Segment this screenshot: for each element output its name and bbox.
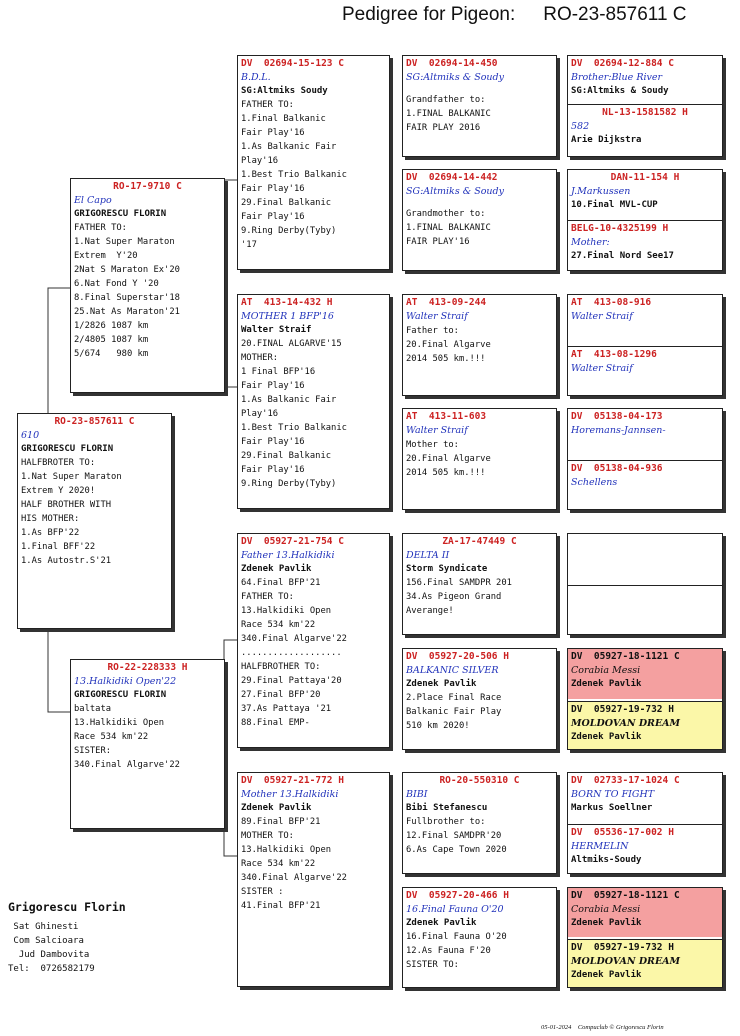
description-line: SISTER TO: — [406, 960, 459, 970]
description-line: Fair Play'16 — [241, 465, 305, 475]
owner-name: Zdenek Pavlik — [406, 679, 477, 689]
description-line: FAIR PLAY 2016 — [406, 123, 481, 133]
connector-gen2-father — [224, 180, 237, 387]
description-line: 1.Final BFF'22 — [21, 542, 96, 552]
ring-number: DV 02694-15-123 C — [241, 58, 344, 69]
description-line: 2Nat S Maraton Ex'20 — [74, 265, 180, 275]
pigeon-name: SG:Altmiks & Soudy — [406, 72, 504, 83]
description-line: MOTHER: — [241, 353, 279, 363]
description-line: 156.Final SAMDPR 201 — [406, 578, 512, 588]
owner-name: Zdenek Pavlik — [406, 918, 477, 928]
father-card[interactable] — [70, 178, 225, 393]
pigeon-name: MOLDOVAN DREAM — [571, 956, 681, 967]
description-line: 20.FINAL ALGARVE'15 — [241, 339, 342, 349]
gen3-card-fmf[interactable] — [402, 294, 557, 396]
footer-credit: 05-01-2024 Compuclub © Grigorescu Florin — [541, 1024, 664, 1031]
pigeon-name: 582 — [571, 121, 590, 132]
description-line: 1/2826 1087 km — [74, 321, 149, 331]
pigeon-name: J.Markussen — [571, 186, 631, 197]
ring-number: RO-17-9710 C — [113, 181, 182, 192]
description-line: Balkanic Fair Play — [406, 707, 502, 717]
description-line: ................... — [241, 648, 342, 658]
subject-card[interactable] — [17, 413, 172, 629]
ring-number: RO-23-857611 C — [54, 416, 135, 427]
owner-name: Zdenek Pavlik — [571, 970, 642, 980]
gen3-card-fff[interactable] — [402, 55, 557, 157]
description-line: Fair Play'16 — [241, 184, 305, 194]
ring-number: AT 413-09-244 — [406, 297, 487, 308]
description-line: 64.Final BFP'21 — [241, 578, 321, 588]
description-line: HALFBROTER TO: — [21, 458, 96, 468]
description-line: Race 534 km'22 — [241, 859, 316, 869]
description-line: 8.Final Superstar'18 — [74, 293, 180, 303]
ring-number: DAN-11-154 H — [610, 172, 680, 183]
owner-name: Storm Syndicate — [406, 564, 488, 574]
gen3-card-fmm[interactable] — [402, 408, 557, 510]
description-line: 340.Final Algarve'22 — [74, 760, 180, 770]
pigeon-name: Horemans-Jannsen- — [571, 425, 666, 436]
description-line: 88.Final EMP- — [241, 718, 310, 728]
owner-name: 27.Final Nord See17 — [571, 251, 674, 261]
description-line: 340.Final Algarve'22 — [241, 634, 347, 644]
ring-number: DV 05927-21-754 C — [241, 536, 344, 547]
description-line: Extrem Y 2020! — [21, 486, 96, 496]
ring-number: DV 05927-18-1121 C — [571, 890, 680, 901]
pigeon-name: B.D.L. — [241, 72, 271, 83]
description-line: 29.Final Balkanic — [241, 451, 332, 461]
description-line: Fair Play'16 — [241, 212, 305, 222]
gen4-cell-empty — [568, 534, 722, 583]
ring-number: DV 02694-12-884 C — [571, 58, 674, 69]
pigeon-name: DELTA II — [406, 550, 450, 561]
description-line: Play'16 — [241, 156, 279, 166]
gen4-pair-2[interactable] — [567, 169, 723, 271]
title-label: Pedigree for Pigeon: — [342, 4, 516, 25]
pigeon-name: Walter Straif — [406, 425, 468, 436]
pigeon-name: Father 13.Halkidiki — [241, 550, 335, 561]
description-line: 13.Halkidiki Open — [241, 606, 332, 616]
description-line: 1.As BFP'22 — [21, 528, 80, 538]
gen3-card-mff[interactable] — [402, 533, 557, 635]
title-ring: RO-23-857611 C — [543, 4, 687, 25]
ring-number: AT 413-14-432 H — [241, 297, 333, 308]
description-line: FATHER TO: — [74, 223, 127, 233]
description-line: 37.As Pattaya '21 — [241, 704, 332, 714]
description-line: 12.As Fauna F'20 — [406, 946, 491, 956]
description-line: Mother to: — [406, 440, 459, 450]
description-line: 340.Final Algarve'22 — [241, 873, 347, 883]
gen4-pair-4[interactable] — [567, 408, 723, 510]
description-line: 20.Final Algarve — [406, 340, 491, 350]
description-line: 1.Best Trio Balkanic — [241, 170, 347, 180]
gen4-cell — [568, 295, 722, 344]
gen4-cell — [568, 888, 722, 937]
pigeon-name: Mother 13.Halkidiki — [241, 789, 339, 800]
pigeon-name: Walter Straif — [571, 363, 633, 374]
owner-name: Zdenek Pavlik — [571, 918, 642, 928]
description-line: 9.Ring Derby(Tyby) — [241, 479, 337, 489]
owner-name: Zdenek Pavlik — [571, 732, 642, 742]
gen4-cell — [568, 346, 722, 396]
owner-name: GRIGORESCU FLORIN — [74, 209, 167, 219]
gen4-pair-7[interactable] — [567, 772, 723, 874]
mother-card[interactable] — [70, 659, 225, 829]
description-line: Grandfather to: — [406, 95, 486, 105]
breeder-name: Grigorescu Florin — [8, 900, 126, 914]
description-line: HALFBROTHER TO: — [241, 662, 321, 672]
description-line: 34.As Pigeon Grand — [406, 592, 502, 602]
ring-number: ZA-17-47449 C — [442, 536, 517, 547]
ring-number: DV 02694-14-450 — [406, 58, 498, 69]
gen4-pair-1[interactable] — [567, 55, 723, 157]
owner-name: GRIGORESCU FLORIN — [21, 444, 114, 454]
ring-number: BELG-10-4325199 H — [571, 223, 669, 234]
description-line: baltata — [74, 704, 112, 714]
description-line: Fair Play'16 — [241, 437, 305, 447]
ring-number: NL-13-1581582 H — [602, 107, 688, 118]
pigeon-name: Schellens — [571, 477, 618, 488]
description-line: 27.Final BFP'20 — [241, 690, 321, 700]
ring-number: DV 05536-17-002 H — [571, 827, 674, 838]
pigeon-name: El Capo — [74, 195, 112, 206]
ring-number: DV 05927-19-732 H — [571, 942, 674, 953]
owner-name: Bibi Stefanescu — [406, 803, 488, 813]
owner-name: GRIGORESCU FLORIN — [74, 690, 167, 700]
pigeon-name: BORN TO FIGHT — [571, 789, 655, 800]
description-line: Fullbrother to: — [406, 817, 486, 827]
ring-number: DV 05138-04-936 — [571, 463, 663, 474]
maternal-grandmother-card[interactable] — [237, 772, 390, 987]
description-line: 1.FINAL BALKANIC — [406, 109, 491, 119]
gen4-cell-empty — [568, 585, 722, 635]
pigeon-name: HERMELIN — [571, 841, 629, 852]
breeder-phone: Tel: 0726582179 — [8, 964, 95, 974]
description-line: 12.Final SAMDPR'20 — [406, 831, 502, 841]
description-line: Fair Play'16 — [241, 381, 305, 391]
connector-gen2-mother — [224, 640, 237, 856]
description-line: 13.Halkidiki Open — [241, 845, 332, 855]
description-line: 9.Ring Derby(Tyby) — [241, 226, 337, 236]
owner-name: Zdenek Pavlik — [241, 803, 312, 813]
gen4-cell — [568, 939, 722, 988]
gen4-cell — [568, 104, 722, 157]
description-line: 13.Halkidiki Open — [74, 718, 165, 728]
description-line: Race 534 km'22 — [241, 620, 316, 630]
description-line: HIS MOTHER: — [21, 514, 80, 524]
description-line: 89.Final BFP'21 — [241, 817, 321, 827]
pigeon-name: 610 — [21, 430, 40, 441]
description-line: 1 Final BFP'16 — [241, 367, 316, 377]
gen4-pair-5-empty[interactable] — [567, 533, 723, 635]
description-line: 1.As Balkanic Fair — [241, 395, 337, 405]
pigeon-name: SG:Altmiks & Soudy — [406, 186, 504, 197]
ring-number: DV 05927-20-466 H — [406, 890, 509, 901]
gen4-cell — [568, 701, 722, 750]
gen4-pair-6[interactable] — [567, 648, 723, 750]
description-line: Grandmother to: — [406, 209, 486, 219]
description-line: 6.As Cape Town 2020 — [406, 845, 507, 855]
description-line: 29.Final Pattaya'20 — [241, 676, 342, 686]
ring-number: DV 05927-19-732 H — [571, 704, 674, 715]
pigeon-name: Corabia Messi — [571, 904, 641, 915]
paternal-grandmother-card[interactable] — [237, 294, 390, 509]
description-line: SISTER: — [74, 746, 112, 756]
description-line: 5/674 980 km — [74, 349, 149, 359]
gen4-cell — [568, 170, 722, 218]
description-line: 20.Final Algarve — [406, 454, 491, 464]
gen4-cell — [568, 824, 722, 874]
ring-number: DV 02694-14-442 — [406, 172, 498, 183]
ring-number: DV 05927-18-1121 C — [571, 651, 680, 662]
description-line: 2.Place Final Race — [406, 693, 502, 703]
description-line: 1.FINAL BALKANIC — [406, 223, 491, 233]
owner-name: Markus Soellner — [571, 803, 653, 813]
breeder-info — [8, 900, 126, 976]
description-line: FAIR PLAY'16 — [406, 237, 470, 247]
owner-name: Zdenek Pavlik — [571, 679, 642, 689]
gen3-card-mfm[interactable] — [402, 648, 557, 750]
description-line: 2014 505 km.!!! — [406, 354, 486, 364]
description-line: 16.Final Fauna O'20 — [406, 932, 507, 942]
gen4-pair-8[interactable] — [567, 887, 723, 988]
description-line: 1.Nat Super Maraton — [21, 472, 122, 482]
pigeon-name: Corabia Messi — [571, 665, 641, 676]
description-line: 2/4805 1087 km — [74, 335, 149, 345]
owner-name: Walter Straif — [241, 325, 312, 335]
description-line: Averange! — [406, 606, 454, 616]
breeder-address-line: Com Salcioara — [8, 936, 84, 946]
pigeon-name: Walter Straif — [571, 311, 633, 322]
pigeon-name: MOTHER 1 BFP'16 — [241, 311, 334, 322]
ring-number: RO-22-228333 H — [107, 662, 188, 673]
owner-name: SG:Altmiks & Soudy — [571, 86, 669, 96]
description-line: 29.Final Balkanic — [241, 198, 332, 208]
gen3-card-ffm[interactable] — [402, 169, 557, 271]
ring-number: AT 413-11-603 — [406, 411, 487, 422]
owner-name: SG:Altmiks Soudy — [241, 86, 328, 96]
ring-number: AT 413-08-916 — [571, 297, 652, 308]
description-line: Play'16 — [241, 409, 279, 419]
description-line: SISTER : — [241, 887, 284, 897]
description-line: MOTHER TO: — [241, 831, 294, 841]
description-line: 2014 505 km.!!! — [406, 468, 486, 478]
gen4-cell — [568, 773, 722, 822]
ring-number: DV 05927-20-506 H — [406, 651, 509, 662]
description-line: 1.Final Balkanic — [241, 114, 326, 124]
gen3-card-mmf[interactable] — [402, 772, 557, 874]
description-line: Race 534 km'22 — [74, 732, 149, 742]
pigeon-name: BALKANIC SILVER — [406, 665, 499, 676]
gen4-cell — [568, 409, 722, 458]
owner-name: Altmiks-Soudy — [571, 855, 642, 865]
description-line: 1.Nat Super Maraton — [74, 237, 175, 247]
description-line: 41.Final BFP'21 — [241, 901, 321, 911]
owner-name: 10.Final MVL-CUP — [571, 200, 658, 210]
owner-name: Arie Dijkstra — [571, 135, 642, 145]
gen4-cell — [568, 220, 722, 271]
pigeon-name: Walter Straif — [406, 311, 468, 322]
description-line: FATHER TO: — [241, 100, 294, 110]
description-line: FATHER TO: — [241, 592, 294, 602]
description-line: Fair Play'16 — [241, 128, 305, 138]
pigeon-name: Brother:Blue River — [571, 72, 663, 83]
pigeon-name: 16.Final Fauna O'20 — [406, 904, 504, 915]
description-line: 1.As Autostr.S'21 — [21, 556, 112, 566]
description-line: HALF BROTHER WITH — [21, 500, 112, 510]
description-line: Father to: — [406, 326, 459, 336]
gen4-cell — [568, 460, 722, 510]
ring-number: RO-20-550310 C — [439, 775, 520, 786]
description-line: 6.Nat Fond Y '20 — [74, 279, 159, 289]
breeder-address-line: Sat Ghinesti — [8, 922, 79, 932]
ring-number: DV 05138-04-173 — [571, 411, 663, 422]
ring-number: AT 413-08-1296 — [571, 349, 657, 360]
paternal-grandfather-card[interactable] — [237, 55, 390, 270]
description-line: 25.Nat As Maraton'21 — [74, 307, 180, 317]
description-line: '17 — [241, 240, 257, 250]
maternal-grandfather-card[interactable] — [237, 533, 390, 748]
pigeon-name: BIBI — [406, 789, 428, 800]
description-line: 1.As Balkanic Fair — [241, 142, 337, 152]
gen3-card-mmm[interactable] — [402, 887, 557, 988]
pigeon-name: 13.Halkidiki Open'22 — [74, 676, 177, 687]
breeder-address-line: Jud Dambovita — [8, 950, 90, 960]
gen4-pair-3[interactable] — [567, 294, 723, 396]
ring-number: DV 02733-17-1024 C — [571, 775, 680, 786]
gen4-cell — [568, 56, 722, 102]
ring-number: DV 05927-21-772 H — [241, 775, 344, 786]
pigeon-name: Mother: — [571, 237, 610, 248]
owner-name: Zdenek Pavlik — [241, 564, 312, 574]
description-line: 1.Best Trio Balkanic — [241, 423, 347, 433]
gen4-cell — [568, 649, 722, 699]
pigeon-name: MOLDOVAN DREAM — [571, 718, 681, 729]
description-line: Extrem Y'20 — [74, 251, 138, 261]
description-line: 510 km 2020! — [406, 721, 470, 731]
